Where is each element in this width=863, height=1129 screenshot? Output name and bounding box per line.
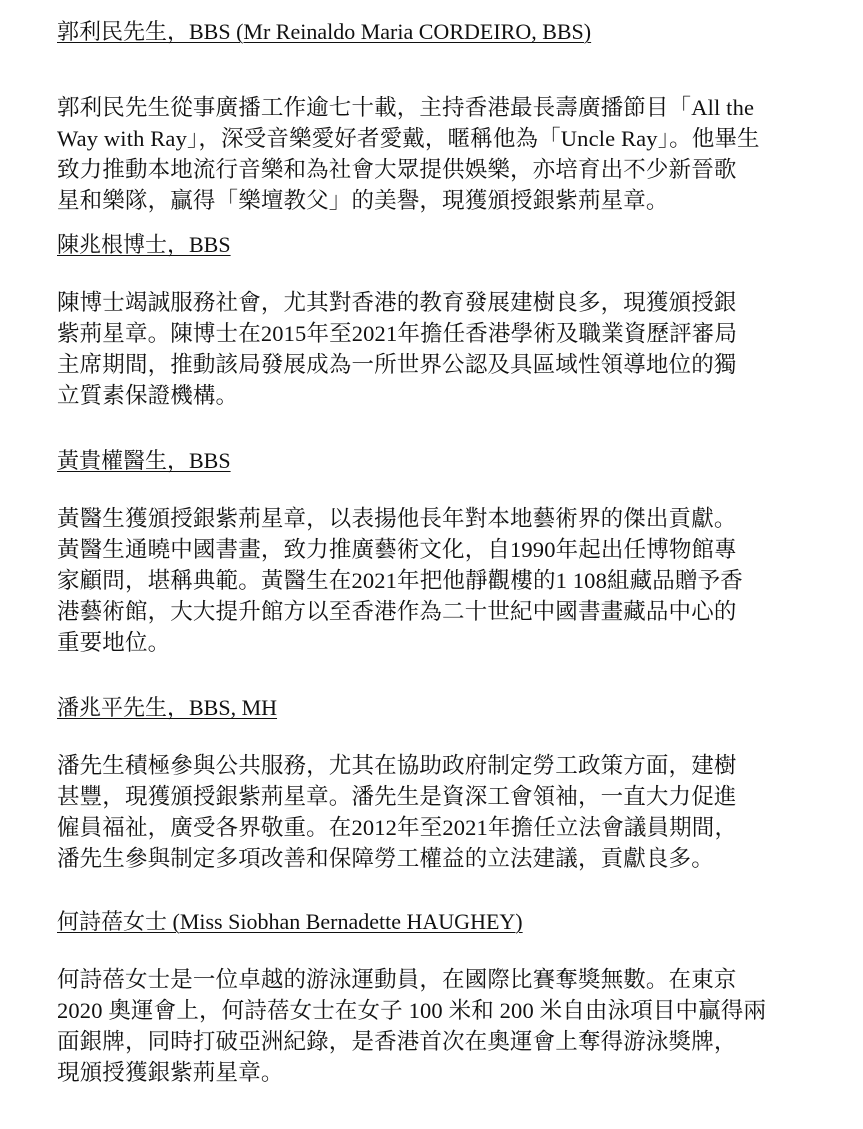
entry-heading: 黃貴權醫生，BBS: [57, 448, 231, 473]
paragraph-line: 潘先生積極參與公共服務，尤其在協助政府制定勞工政策方面，建樹: [57, 753, 737, 778]
entry-heading: 郭利民先生，BBS (Mr Reinaldo Maria CORDEIRO, BBS): [57, 19, 592, 44]
paragraph-line: 家顧問，堪稱典範。黃醫生在2021年把他靜觀樓的1 108組藏品贈予香: [57, 568, 743, 593]
paragraph-line: 主席期間，推動該局發展成為一所世界公認及具區域性領導地位的獨: [57, 352, 737, 377]
entry-cordeiro: [57, 16, 817, 216]
entry-paragraph: [57, 750, 817, 874]
paragraph-line: 黃醫生獲頒授銀紫荊星章，以表揚他長年對本地藝術界的傑出貢獻。: [57, 506, 737, 531]
paragraph-line: 港藝術館，大大提升館方以至香港作為二十世紀中國書畫藏品中心的: [57, 599, 737, 624]
entry-chan: [57, 229, 817, 411]
paragraph-line: 黃醫生通曉中國書畫，致力推廣藝術文化，自1990年起出任博物館專: [57, 537, 737, 562]
paragraph-line: 2020 奧運會上，何詩蓓女士在女子 100 米和 200 米自由泳項目中贏得兩: [57, 998, 767, 1023]
entry-heading: 潘兆平先生，BBS, MH: [57, 695, 278, 720]
entry-paragraph: [57, 287, 817, 411]
paragraph-line: 紫荊星章。陳博士在2015年至2021年擔任香港學術及職業資歷評審局: [57, 321, 738, 346]
entry-heading: 陳兆根博士，BBS: [57, 232, 231, 257]
paragraph-line: 郭利民先生從事廣播工作逾七十載，主持香港最長壽廣播節目「All the: [57, 95, 755, 120]
entry-heading: 何詩蓓女士 (Miss Siobhan Bernadette HAUGHEY): [57, 909, 523, 934]
paragraph-line: 甚豐，現獲頒授銀紫荊星章。潘先生是資深工會領袖，一直大力促進: [57, 784, 737, 809]
entry-haughey: [57, 906, 817, 1088]
paragraph-line: 重要地位。: [57, 630, 171, 655]
paragraph-line: 星和樂隊，贏得「樂壇教父」的美譽，現獲頒授銀紫荊星章。: [57, 188, 669, 213]
paragraph-line: Way with Ray」，深受音樂愛好者愛戴，暱稱他為「Uncle Ray」。他畢生: [57, 126, 760, 151]
paragraph-line: 潘先生參與制定多項改善和保障勞工權益的立法建議，貢獻良多。: [57, 846, 714, 871]
paragraph-line: 立質素保證機構。: [57, 383, 239, 408]
paragraph-line: 僱員福祉，廣受各界敬重。在2012年至2021年擔任立法會議員期間，: [57, 815, 738, 840]
entry-paragraph: [57, 92, 817, 216]
paragraph-line: 何詩蓓女士是一位卓越的游泳運動員，在國際比賽奪獎無數。在東京: [57, 967, 737, 992]
paragraph-line: 致力推動本地流行音樂和為社會大眾提供娛樂，亦培育出不少新晉歌: [57, 157, 737, 182]
entry-wong: [57, 445, 817, 658]
entry-paragraph: [57, 964, 817, 1088]
entry-poon: [57, 692, 817, 874]
paragraph-line: 面銀牌，同時打破亞洲紀錄，是香港首次在奧運會上奪得游泳獎牌，: [57, 1029, 737, 1054]
entry-paragraph: [57, 503, 817, 658]
paragraph-line: 現頒授獲銀紫荊星章。: [57, 1060, 284, 1085]
paragraph-line: 陳博士竭誠服務社會，尤其對香港的教育發展建樹良多，現獲頒授銀: [57, 290, 737, 315]
